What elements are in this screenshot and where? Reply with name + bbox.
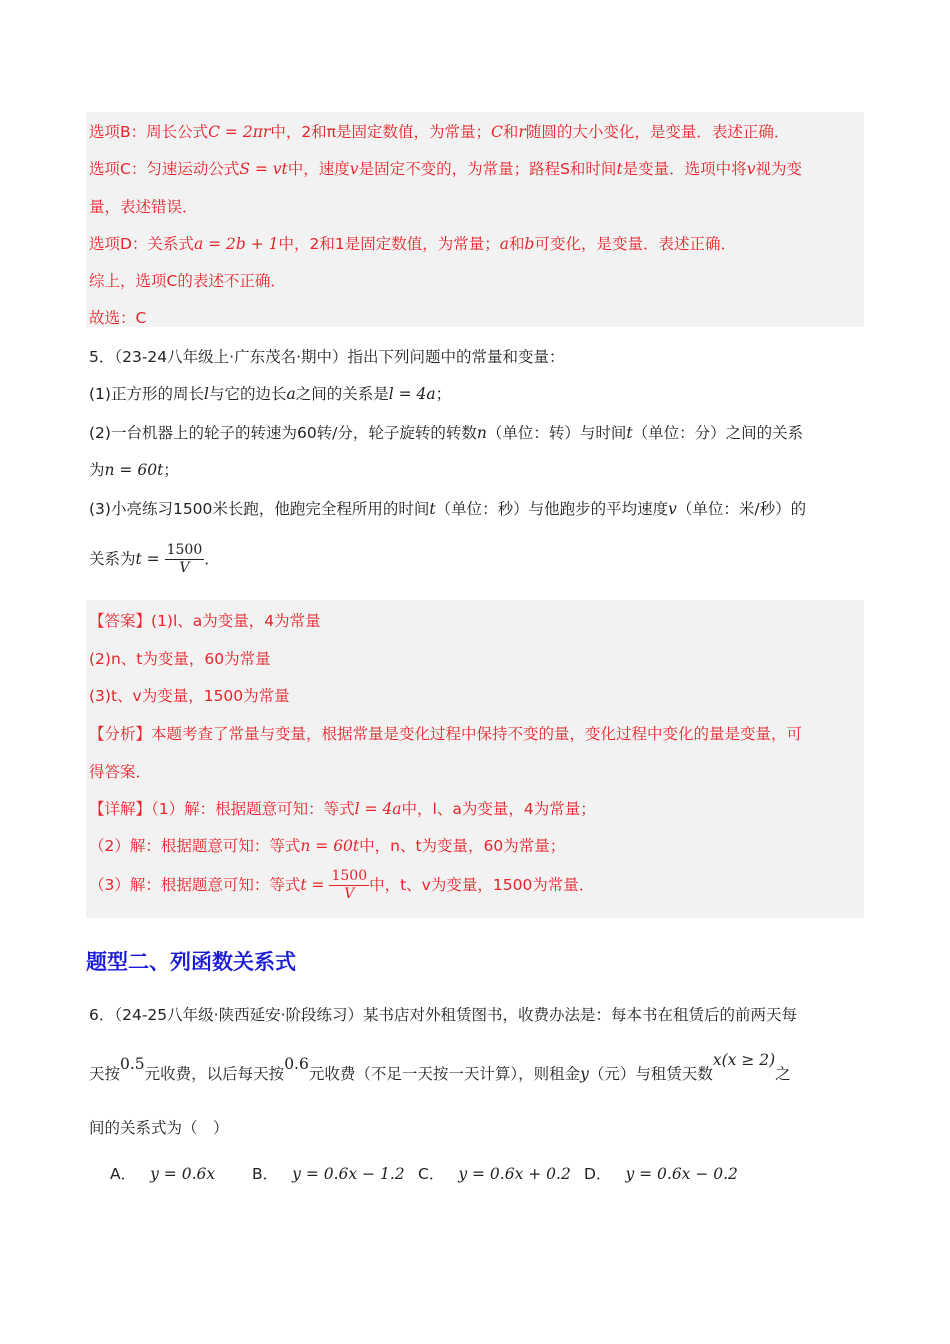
q5-analysis: 【分析】本题考查了常量与变量，根据常量是变化过程中保持不变的量，变化过程中变化的量是变量，可 [89,725,803,743]
q6-option-d[interactable]: D． y = 0.6x − 0.2 [584,1165,738,1183]
q5-detail-1: 【详解】（1）解：根据题意可知：等式l = 4a中，l、a为变量，4为常量； [89,800,596,818]
q5-part3-cont: 关系为t = $\frac{1500}{V}$ ． [89,542,220,576]
solution-box-prev [86,112,864,327]
q5-detail-2: （2）解：根据题意可知：等式n = 60t中，n、t为变量，60为常量； [89,837,566,855]
option-b-explanation: 选项B：周长公式C = 2πr中，2和π是固定数值，为常量；C和r随圆的大小变化，是变量．表述正确． [89,123,790,141]
q5-stem: 5．（23-24八年级上·广东茂名·期中）指出下列问题中的常量和变量： [89,348,565,366]
q5-part2-cont: 为n = 60t； [89,461,179,479]
q5-answer-2: (2)n、t为变量，60为常量 [89,650,271,668]
q5-answer-1: 【答案】(1)l、a为变量，4为常量 [89,612,321,630]
fraction-1500-over-v: $\frac{1500}{V}$ [166,542,203,576]
option-c-explanation-cont: 量，表述错误． [89,198,198,216]
q5-answer-3: (3)t、v为变量，1500为常量 [89,687,290,705]
section-heading: 题型二、列函数关系式 [86,950,296,974]
option-d-explanation: 选项D：关系式a = 2b + 1中，2和1是固定数值，为常量；a和b可变化，是变量．表述正确． [89,235,736,253]
q6-option-b[interactable]: B． y = 0.6x − 1.2 [252,1165,405,1183]
q6-stem-line3: 间的关系式为（ ） [89,1119,229,1137]
q6-stem-line2: 天按0.5元收费，以后每天按0.6元收费（不足一天按一天计算），则租金y（元）与租赁天数x(x ≥ 2)之 [89,1051,791,1083]
q5-detail-3: （3）解：根据题意可知：等式t = $\frac{1500}{V}$ 中，t、v为变量，1500为常量． [89,868,595,902]
summary-text: 综上，选项C的表述不正确． [89,272,286,290]
q6-stem-line1: 6．（24-25八年级·陕西延安·阶段练习）某书店对外租赁图书，收费办法是：每本书在租赁后的前两天每 [89,1006,798,1024]
option-c-explanation: 选项C：匀速运动公式S = vt中，速度v是固定不变的，为常量；路程S和时间t是变量．选项中将v视为变 [89,160,802,178]
q6-option-c[interactable]: C． y = 0.6x + 0.2 [418,1165,571,1183]
fraction-1500-over-v-detail: $\frac{1500}{V}$ [331,868,368,902]
q5-part1: (1)正方形的周长l与它的边长a之间的关系是l = 4a； [89,385,452,403]
q5-part2: (2)一台机器上的轮子的转速为60转/分，轮子旋转的转数n（单位：转）与时间t（单位：分）之间的关系 [89,424,804,442]
final-choice: 故选：C [89,309,147,327]
q5-part3: (3)小亮练习1500米长跑，他跑完全程所用的时间t（单位：秒）与他跑步的平均速度v（单位：米/秒）的 [89,500,807,518]
q6-option-a[interactable]: A． y = 0.6x [110,1165,216,1183]
q5-analysis-cont: 得答案． [89,763,152,781]
